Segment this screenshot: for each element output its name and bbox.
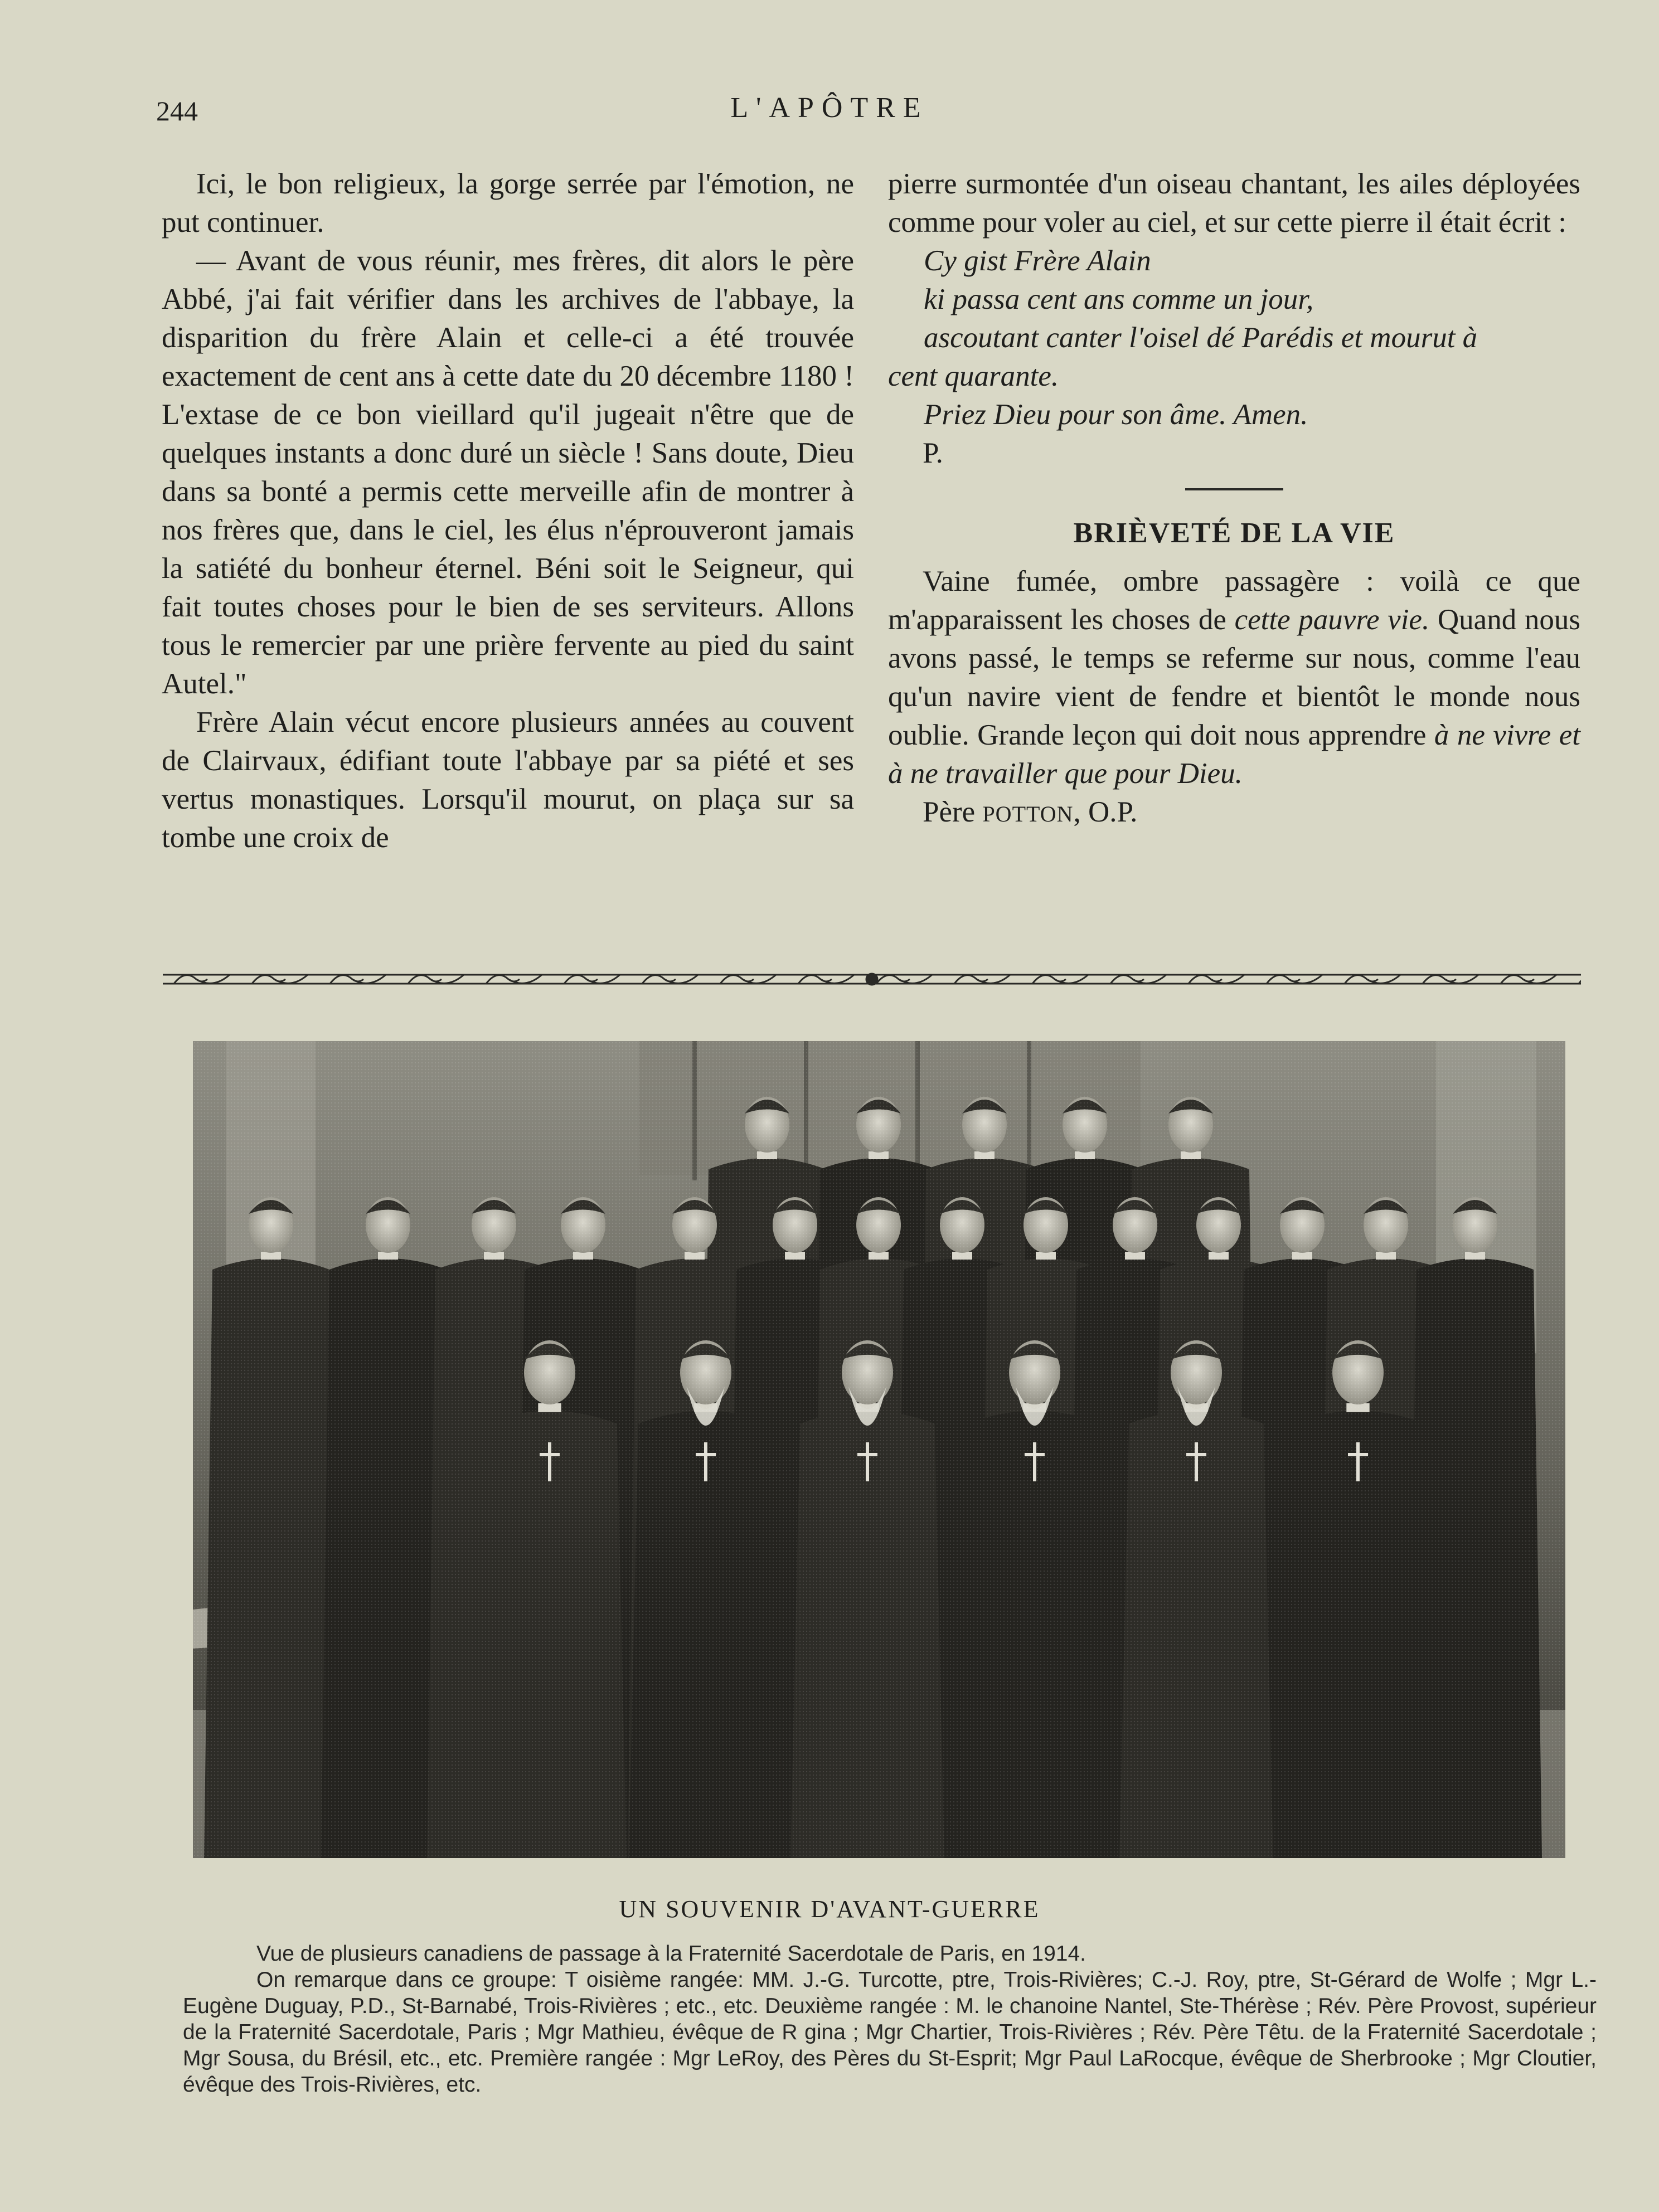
author-suffix: , O.P. [1073, 796, 1138, 828]
epitaph-line: cent quarante. [888, 360, 1059, 392]
essay-text: Quand nous avons passé, le temps se referme sur nous, comme l'eau qu'un navire vient de fendre et bientôt le monde nous oublie. Grande leçon qui doit nous apprendre [888, 604, 1580, 751]
epitaph-line: ascoutant canter l'oisel dé Parédis et mourut à [924, 322, 1478, 354]
journal-title: L'APÔTRE [730, 92, 929, 124]
left-column [162, 165, 854, 857]
essay-title: BRIÈVETÉ DE LA VIE [1073, 517, 1395, 549]
author-prefix: Père [923, 796, 983, 828]
right-column [888, 165, 1580, 833]
author-signature [888, 793, 1580, 833]
paragraph: Frère Alain vécut encore plusieurs années au couvent de Clairvaux, édifiant toute l'abbaye par sa piété et ses vertus monastiques. Lorsqu'il mourut, on plaça sur sa tombe une croix de [162, 706, 854, 854]
epitaph-line: Priez Dieu pour son âme. Amen. [924, 398, 1308, 431]
photo-caption [183, 1941, 1597, 2098]
caption-lead: Vue de plusieurs canadiens de passage à la Fraternité Sacerdotale de Paris, en 1914. [256, 1942, 1086, 1966]
paragraph: — Avant de vous réunir, mes frères, dit alors le père Abbé, j'ai fait vérifier dans les archives de l'abbaye, la disparition du frère Alain et celle-ci a été trouvée exactement de cent ans à cette date du 20 décembre 1180 ! L'extase de ce bon vieillard qu'il jugeait n'être que de quelques instants a donc duré un siècle ! Sans doute, Dieu dans sa bonté a permis cette merveille afin de montrer à nos frères que, dans le ciel, les élus n'éprouveront jamais la satiété du bonheur éternel. Béni soit le Seigneur, qui fait toutes choses pour le bien de ses serviteurs. Allons tous le remercier par une prière fervente au pied du saint Autel." [162, 245, 854, 700]
epitaph-line: ki passa cent ans comme un jour, [924, 283, 1314, 315]
signature-initial: P. [923, 437, 943, 469]
page-number: 244 [156, 95, 198, 127]
epitaph [888, 242, 1580, 434]
ornamental-border [163, 967, 1581, 991]
running-head [156, 89, 1503, 134]
caption-title: UN SOUVENIR D'AVANT-GUERRE [619, 1895, 1040, 1923]
essay-emphasis: cette pauvre vie. [1234, 604, 1430, 636]
paragraph: Ici, le bon religieux, la gorge serrée par l'émotion, ne put continuer. [162, 168, 854, 239]
essay-emphasis: à ne vivre et à ne travailler que pour Dieu. [888, 719, 1581, 790]
paragraph-continuation: pierre surmontée d'un oiseau chantant, les ailes déployées comme pour voler au ciel, et sur cette pierre il était écrit : [888, 168, 1580, 239]
caption-note: On remarque dans ce groupe: T oisième rangée: MM. J.-G. Turcotte, ptre, Trois-Rivières; C.-J. Roy, ptre, St-Gérard de Wolfe ; Mgr L.-Eugène Duguay, P.D., St-Barnabé, Trois-Rivières ; etc., etc. Deuxième rangée : M. le chanoine Nantel, Ste-Thérèse ; Rév. Père Provost, supérieur de la Fraternité Sacerdotale, Paris ; Mgr Mathieu, évêque de R gina ; Mgr Chartier, Trois-Rivières ; Rév. Père Têtu. de la Fraternité Sacerdotale ; Mgr Sousa, du Brésil, etc., etc. Première rangée : Mgr LeRoy, des Pères du St-Esprit; Mgr Paul LaRocque, évêque de Sherbrooke ; Mgr Cloutier, évêque des Trois-Rivières, etc. [183, 1968, 1597, 2097]
group-photograph [193, 1041, 1565, 1858]
epitaph-line: Cy gist Frère Alain [924, 245, 1151, 277]
author-name: POTTON [982, 801, 1074, 827]
essay-text: Vaine fumée, ombre passagère : voilà ce que m'apparaissent les choses de [888, 565, 1580, 636]
section-divider [1185, 488, 1283, 490]
essay-paragraph [888, 562, 1580, 793]
